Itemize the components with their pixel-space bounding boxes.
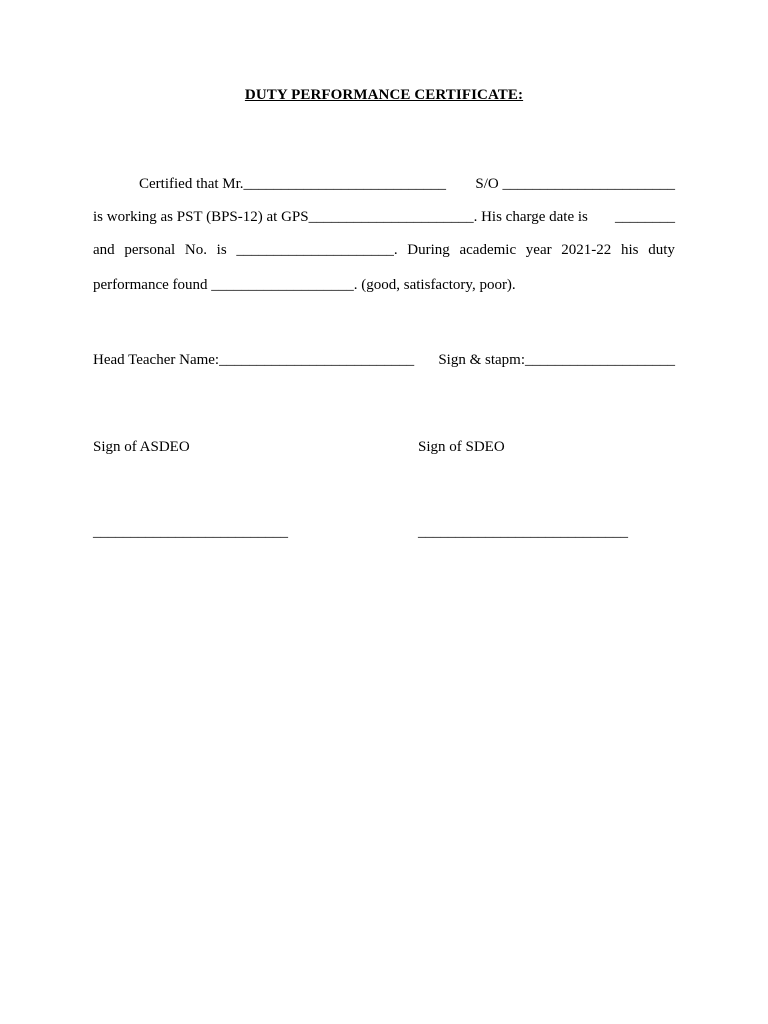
- charge-date-blank: ________: [615, 209, 675, 225]
- paragraph-word: year: [525, 242, 552, 258]
- paragraph-word: his: [620, 242, 639, 258]
- page-title: DUTY PERFORMANCE CERTIFICATE:: [244, 87, 524, 103]
- paragraph-word: is: [216, 242, 227, 258]
- working-as-text: is working as PST (BPS-12) at GPS______________________. His charge date is: [93, 209, 588, 225]
- paragraph-line-1: [93, 174, 675, 194]
- son-of-text: S/O _______________________: [475, 176, 675, 192]
- paragraph-line-4: performance found ___________________. (good, satisfactory, poor).: [93, 277, 516, 293]
- sign-stamp-field: Sign & stapm:____________________: [438, 352, 675, 368]
- paragraph-line-3: [93, 240, 675, 260]
- paragraph-word: 2021-22: [561, 242, 612, 258]
- sdeo-sign-label: Sign of SDEO: [418, 439, 505, 455]
- paragraph-word: personal: [124, 242, 176, 258]
- asdeo-sign-label: Sign of ASDEO: [93, 439, 190, 455]
- paragraph-line-2: [93, 207, 675, 227]
- asdeo-signature-line: __________________________: [93, 524, 288, 540]
- paragraph-word: _____________________.: [236, 242, 398, 258]
- paragraph-word: and: [93, 242, 115, 258]
- head-teacher-name-field: Head Teacher Name:__________________________: [93, 352, 415, 368]
- sdeo-signature-line: ____________________________: [418, 524, 628, 540]
- paragraph-word: academic: [459, 242, 517, 258]
- paragraph-word: duty: [648, 242, 675, 258]
- certified-name-text: Certified that Mr.___________________________: [139, 176, 447, 192]
- paragraph-word: During: [407, 242, 450, 258]
- head-teacher-line: [93, 350, 675, 370]
- paragraph-word: No.: [184, 242, 207, 258]
